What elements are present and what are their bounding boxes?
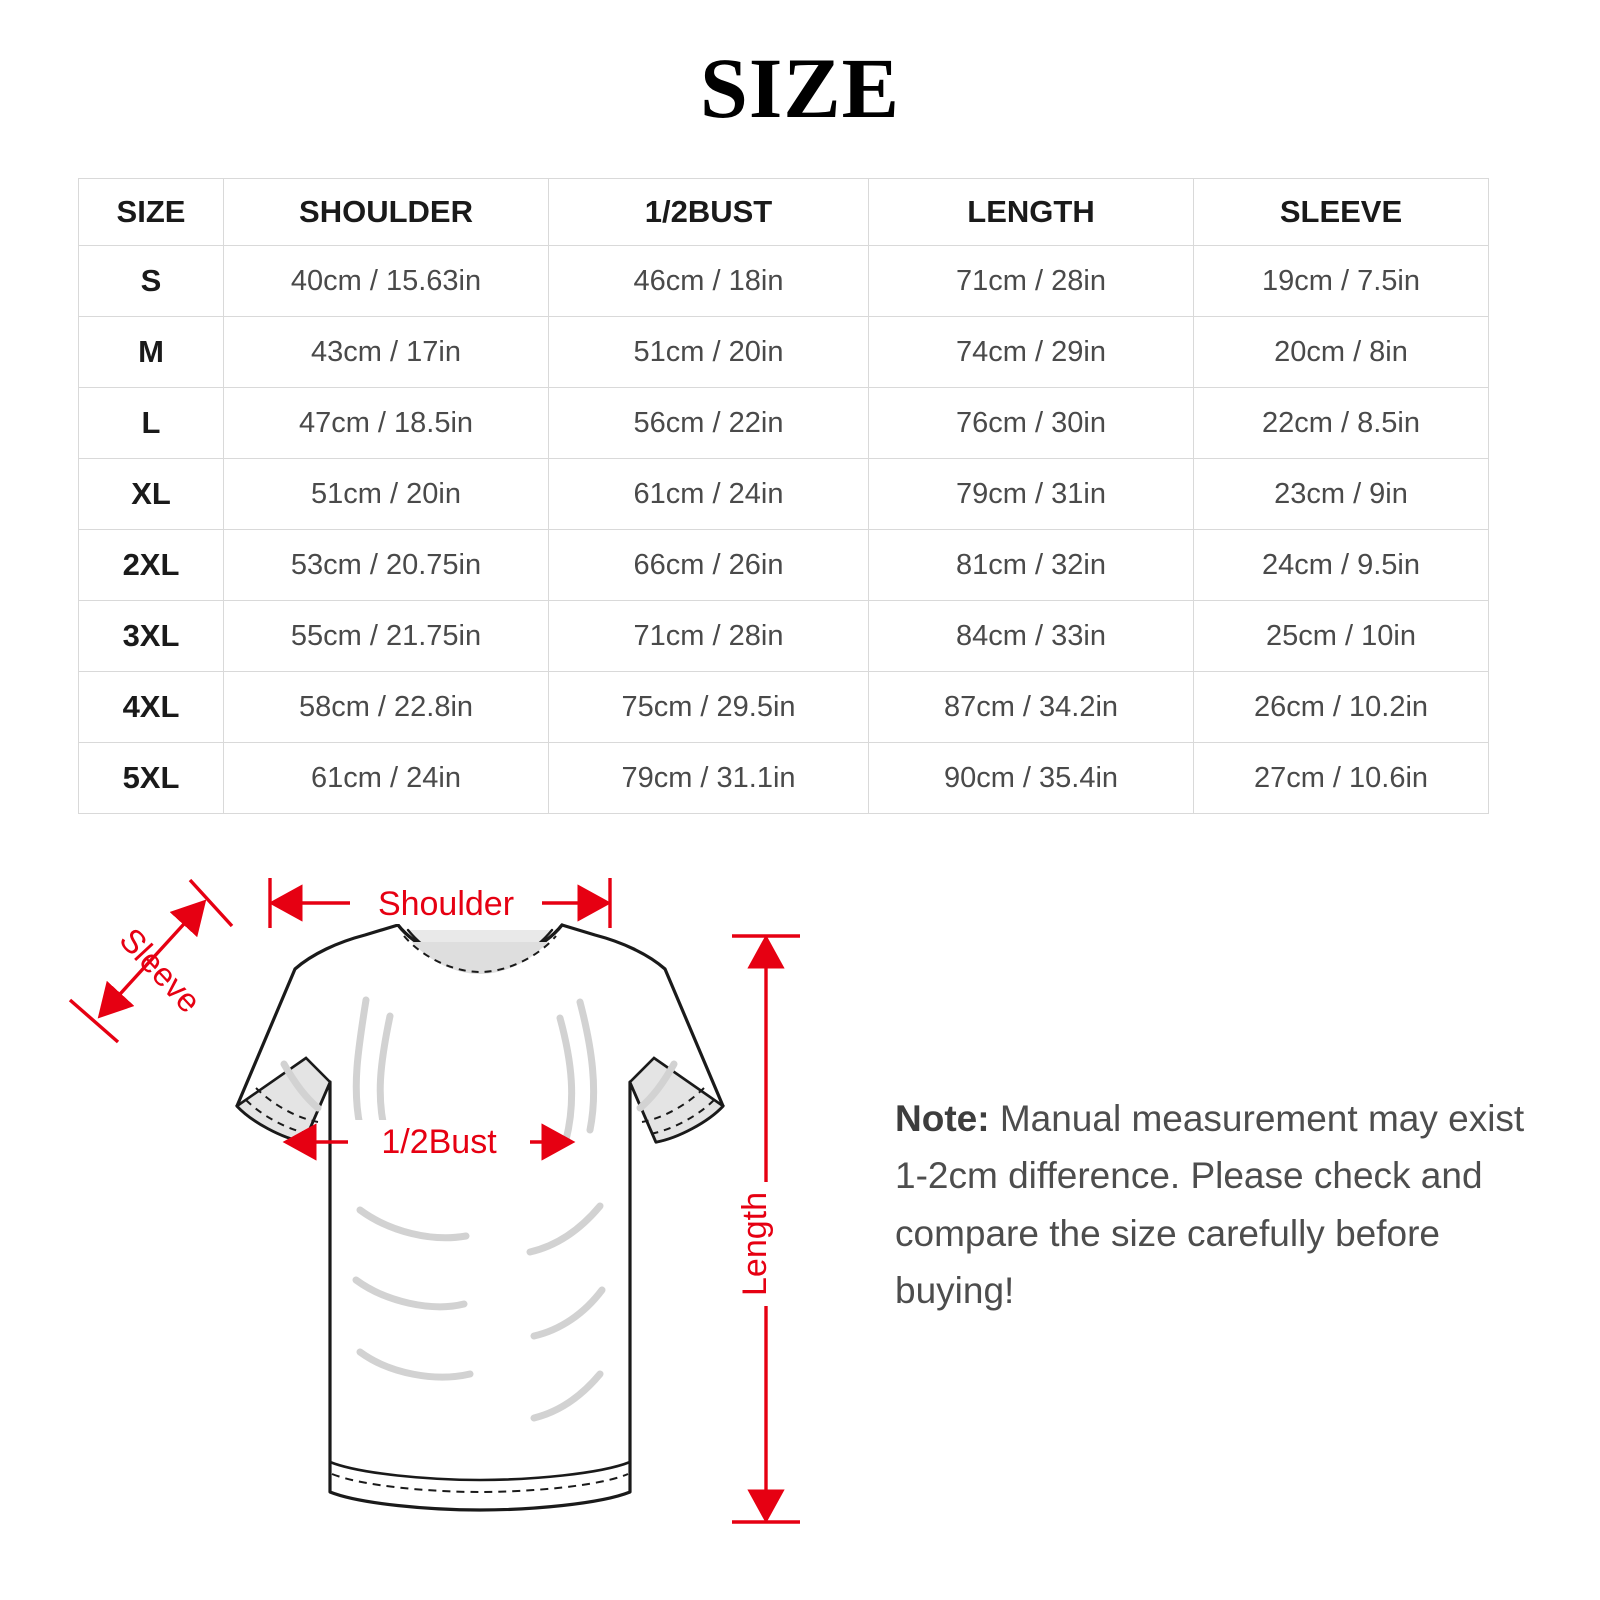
cell-bust: 56cm / 22in xyxy=(549,388,869,459)
table-row xyxy=(79,672,1489,743)
table-row xyxy=(79,317,1489,388)
sleeve-label: Sleeve xyxy=(112,920,209,1020)
bust-label: 1/2Bust xyxy=(381,1123,497,1161)
cell-sleeve: 23cm / 9in xyxy=(1194,459,1489,530)
cell-length: 90cm / 35.4in xyxy=(869,743,1194,814)
size-chart-table-container xyxy=(78,178,1488,814)
cell-sleeve: 19cm / 7.5in xyxy=(1194,246,1489,317)
column-header-length: LENGTH xyxy=(869,179,1194,246)
table-header-row xyxy=(79,179,1489,246)
table-row xyxy=(79,459,1489,530)
tshirt-illustration xyxy=(237,925,723,1510)
cell-length: 81cm / 32in xyxy=(869,530,1194,601)
shoulder-label: Shoulder xyxy=(377,885,515,923)
cell-sleeve: 22cm / 8.5in xyxy=(1194,388,1489,459)
measurement-diagram xyxy=(60,850,860,1570)
cell-length: 76cm / 30in xyxy=(869,388,1194,459)
table-row xyxy=(79,246,1489,317)
cell-bust: 79cm / 31.1in xyxy=(549,743,869,814)
cell-bust: 46cm / 18in xyxy=(549,246,869,317)
length-label: Length xyxy=(736,1192,774,1296)
cell-shoulder: 55cm / 21.75in xyxy=(224,601,549,672)
cell-size: 5XL xyxy=(79,743,224,814)
cell-length: 79cm / 31in xyxy=(869,459,1194,530)
page-title: SIZE xyxy=(699,40,901,136)
column-header-bust: 1/2BUST xyxy=(549,179,869,246)
size-chart-table xyxy=(78,178,1489,814)
cell-bust: 61cm / 24in xyxy=(549,459,869,530)
cell-bust: 51cm / 20in xyxy=(549,317,869,388)
cell-bust: 66cm / 26in xyxy=(549,530,869,601)
cell-size: S xyxy=(79,246,224,317)
table-row xyxy=(79,388,1489,459)
measurement-note xyxy=(895,1090,1535,1319)
cell-sleeve: 27cm / 10.6in xyxy=(1194,743,1489,814)
cell-shoulder: 40cm / 15.63in xyxy=(224,246,549,317)
cell-sleeve: 26cm / 10.2in xyxy=(1194,672,1489,743)
cell-size: 3XL xyxy=(79,601,224,672)
cell-shoulder: 51cm / 20in xyxy=(224,459,549,530)
table-row xyxy=(79,601,1489,672)
column-header-sleeve: SLEEVE xyxy=(1194,179,1489,246)
note-label: Note: xyxy=(895,1098,990,1139)
cell-shoulder: 43cm / 17in xyxy=(224,317,549,388)
cell-sleeve: 24cm / 9.5in xyxy=(1194,530,1489,601)
cell-shoulder: 58cm / 22.8in xyxy=(224,672,549,743)
cell-length: 87cm / 34.2in xyxy=(869,672,1194,743)
table-row xyxy=(79,743,1489,814)
cell-length: 71cm / 28in xyxy=(869,246,1194,317)
cell-bust: 71cm / 28in xyxy=(549,601,869,672)
cell-sleeve: 25cm / 10in xyxy=(1194,601,1489,672)
cell-length: 74cm / 29in xyxy=(869,317,1194,388)
cell-size: M xyxy=(79,317,224,388)
table-row xyxy=(79,530,1489,601)
column-header-size: SIZE xyxy=(79,179,224,246)
cell-shoulder: 47cm / 18.5in xyxy=(224,388,549,459)
cell-shoulder: 53cm / 20.75in xyxy=(224,530,549,601)
cell-size: 4XL xyxy=(79,672,224,743)
note-text: Manual measurement may exist 1-2cm difference. Please check and compare the size carefully before buying! xyxy=(895,1098,1525,1312)
cell-sleeve: 20cm / 8in xyxy=(1194,317,1489,388)
cell-bust: 75cm / 29.5in xyxy=(549,672,869,743)
cell-size: L xyxy=(79,388,224,459)
column-header-shoulder: SHOULDER xyxy=(224,179,549,246)
cell-length: 84cm / 33in xyxy=(869,601,1194,672)
cell-size: 2XL xyxy=(79,530,224,601)
cell-size: XL xyxy=(79,459,224,530)
cell-shoulder: 61cm / 24in xyxy=(224,743,549,814)
